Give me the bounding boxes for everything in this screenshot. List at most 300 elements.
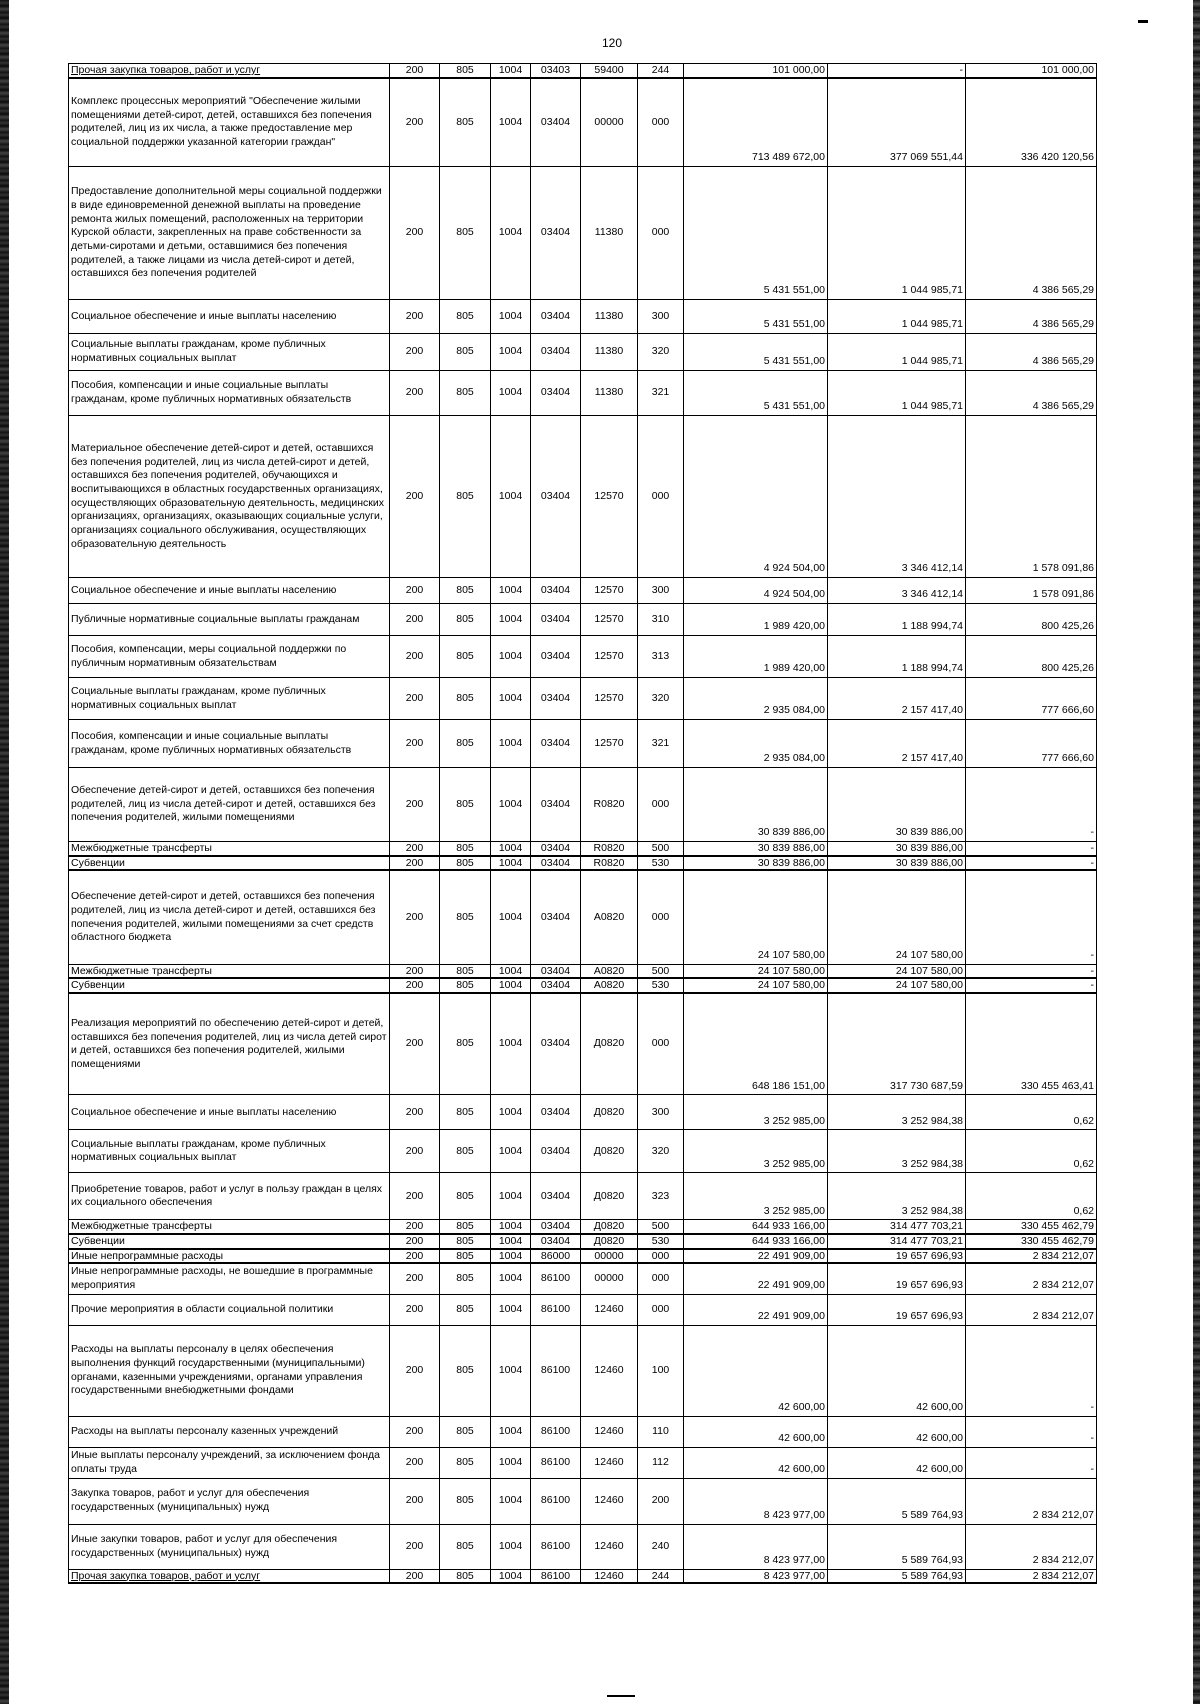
value-planned: 24 107 580,00 bbox=[684, 978, 828, 993]
code-expense-type: 244 bbox=[638, 1569, 684, 1583]
code-expense-type: 000 bbox=[638, 1263, 684, 1294]
code-section: 805 bbox=[440, 870, 491, 964]
page-number: 120 bbox=[601, 36, 623, 50]
code-subsection: 1004 bbox=[491, 1447, 531, 1478]
code-section: 805 bbox=[440, 1447, 491, 1478]
value-remaining: 101 000,00 bbox=[966, 64, 1097, 78]
value-remaining: 2 834 212,07 bbox=[966, 1478, 1097, 1524]
code-program: 03404 bbox=[531, 78, 581, 167]
code-ministry: 200 bbox=[390, 1095, 440, 1130]
value-remaining: - bbox=[966, 1447, 1097, 1478]
code-subsection: 1004 bbox=[491, 167, 531, 300]
code-ministry: 200 bbox=[390, 1220, 440, 1234]
code-direction: Д0820 bbox=[581, 1220, 638, 1234]
code-ministry: 200 bbox=[390, 78, 440, 167]
code-subsection: 1004 bbox=[491, 578, 531, 604]
value-executed: 19 657 696,93 bbox=[828, 1249, 966, 1264]
code-ministry: 200 bbox=[390, 1325, 440, 1416]
value-remaining: 800 425,26 bbox=[966, 604, 1097, 636]
row-name: Социальное обеспечение и иные выплаты населению bbox=[69, 578, 390, 604]
code-section: 805 bbox=[440, 1263, 491, 1294]
code-section: 805 bbox=[440, 1294, 491, 1325]
code-direction: 12460 bbox=[581, 1478, 638, 1524]
code-section: 805 bbox=[440, 1130, 491, 1173]
code-program: 03404 bbox=[531, 636, 581, 678]
value-planned: 5 431 551,00 bbox=[684, 334, 828, 371]
code-subsection: 1004 bbox=[491, 64, 531, 78]
row-name: Прочая закупка товаров, работ и услуг bbox=[69, 1569, 390, 1583]
scan-mark bbox=[607, 1695, 635, 1697]
value-planned: 2 935 084,00 bbox=[684, 678, 828, 720]
table-row bbox=[69, 870, 1097, 964]
code-ministry: 200 bbox=[390, 964, 440, 978]
value-executed: 314 477 703,21 bbox=[828, 1234, 966, 1249]
code-expense-type: 000 bbox=[638, 416, 684, 578]
code-program: 86100 bbox=[531, 1325, 581, 1416]
code-expense-type: 000 bbox=[638, 1249, 684, 1264]
code-subsection: 1004 bbox=[491, 1416, 531, 1447]
code-expense-type: 310 bbox=[638, 604, 684, 636]
code-expense-type: 000 bbox=[638, 870, 684, 964]
code-expense-type: 240 bbox=[638, 1524, 684, 1569]
code-expense-type: 313 bbox=[638, 636, 684, 678]
code-ministry: 200 bbox=[390, 1249, 440, 1264]
row-name: Социальное обеспечение и иные выплаты населению bbox=[69, 300, 390, 334]
code-ministry: 200 bbox=[390, 768, 440, 842]
code-subsection: 1004 bbox=[491, 1263, 531, 1294]
code-ministry: 200 bbox=[390, 993, 440, 1095]
code-expense-type: 530 bbox=[638, 856, 684, 871]
value-remaining: - bbox=[966, 964, 1097, 978]
code-section: 805 bbox=[440, 978, 491, 993]
code-direction: А0820 bbox=[581, 870, 638, 964]
code-subsection: 1004 bbox=[491, 856, 531, 871]
code-program: 03404 bbox=[531, 416, 581, 578]
value-executed: 30 839 886,00 bbox=[828, 768, 966, 842]
value-executed: 3 346 412,14 bbox=[828, 578, 966, 604]
value-planned: 3 252 985,00 bbox=[684, 1095, 828, 1130]
value-planned: 713 489 672,00 bbox=[684, 78, 828, 167]
code-ministry: 200 bbox=[390, 64, 440, 78]
code-expense-type: 530 bbox=[638, 1234, 684, 1249]
value-planned: 42 600,00 bbox=[684, 1447, 828, 1478]
code-direction: А0820 bbox=[581, 978, 638, 993]
code-ministry: 200 bbox=[390, 1173, 440, 1220]
row-name: Социальные выплаты гражданам, кроме публичных нормативных социальных выплат bbox=[69, 1130, 390, 1173]
code-section: 805 bbox=[440, 1325, 491, 1416]
row-name: Публичные нормативные социальные выплаты гражданам bbox=[69, 604, 390, 636]
value-planned: 30 839 886,00 bbox=[684, 768, 828, 842]
table-row bbox=[69, 167, 1097, 300]
code-section: 805 bbox=[440, 1478, 491, 1524]
value-executed: 24 107 580,00 bbox=[828, 870, 966, 964]
code-subsection: 1004 bbox=[491, 720, 531, 768]
code-section: 805 bbox=[440, 371, 491, 416]
code-expense-type: 530 bbox=[638, 978, 684, 993]
code-direction: 11380 bbox=[581, 334, 638, 371]
row-name: Социальные выплаты гражданам, кроме публичных нормативных социальных выплат bbox=[69, 334, 390, 371]
value-executed: 377 069 551,44 bbox=[828, 78, 966, 167]
value-executed: 24 107 580,00 bbox=[828, 978, 966, 993]
table-row bbox=[69, 720, 1097, 768]
code-program: 03404 bbox=[531, 856, 581, 871]
scan-mark bbox=[1138, 20, 1148, 23]
row-name: Комплекс процессных мероприятий "Обеспечение жилыми помещениями детей-сирот, детей, оставшихся без попечения родителей, лиц из их числа, а также предоставление мер социальной поддержки указанной категории граждан" bbox=[69, 78, 390, 167]
value-remaining: 1 578 091,86 bbox=[966, 416, 1097, 578]
code-subsection: 1004 bbox=[491, 1524, 531, 1569]
code-section: 805 bbox=[440, 167, 491, 300]
value-executed: 30 839 886,00 bbox=[828, 842, 966, 856]
code-direction: 12460 bbox=[581, 1325, 638, 1416]
code-section: 805 bbox=[440, 720, 491, 768]
value-planned: 30 839 886,00 bbox=[684, 842, 828, 856]
code-ministry: 200 bbox=[390, 870, 440, 964]
row-name: Субвенции bbox=[69, 1234, 390, 1249]
code-section: 805 bbox=[440, 578, 491, 604]
code-direction: 12570 bbox=[581, 720, 638, 768]
value-executed: 5 589 764,93 bbox=[828, 1524, 966, 1569]
code-ministry: 200 bbox=[390, 604, 440, 636]
code-section: 805 bbox=[440, 1234, 491, 1249]
value-remaining: 2 834 212,07 bbox=[966, 1249, 1097, 1264]
code-direction: 59400 bbox=[581, 64, 638, 78]
code-expense-type: 000 bbox=[638, 78, 684, 167]
code-expense-type: 320 bbox=[638, 334, 684, 371]
value-remaining: 1 578 091,86 bbox=[966, 578, 1097, 604]
table-row bbox=[69, 1416, 1097, 1447]
value-executed: 3 252 984,38 bbox=[828, 1173, 966, 1220]
value-planned: 30 839 886,00 bbox=[684, 856, 828, 871]
code-ministry: 200 bbox=[390, 1524, 440, 1569]
code-section: 805 bbox=[440, 1173, 491, 1220]
row-name: Расходы на выплаты персоналу казенных учреждений bbox=[69, 1416, 390, 1447]
code-direction: 11380 bbox=[581, 371, 638, 416]
code-expense-type: 321 bbox=[638, 720, 684, 768]
value-planned: 5 431 551,00 bbox=[684, 300, 828, 334]
value-planned: 5 431 551,00 bbox=[684, 167, 828, 300]
value-planned: 1 989 420,00 bbox=[684, 636, 828, 678]
table-row bbox=[69, 1478, 1097, 1524]
value-planned: 22 491 909,00 bbox=[684, 1249, 828, 1264]
code-subsection: 1004 bbox=[491, 1173, 531, 1220]
code-direction: 12460 bbox=[581, 1447, 638, 1478]
row-name: Расходы на выплаты персоналу в целях обеспечения выполнения функций государственными (муниципальными) органами, казенными учреждениями, органами управления государственными внебюджетными фондами bbox=[69, 1325, 390, 1416]
code-ministry: 200 bbox=[390, 1130, 440, 1173]
table-row bbox=[69, 1325, 1097, 1416]
code-program: 86100 bbox=[531, 1447, 581, 1478]
table-row bbox=[69, 678, 1097, 720]
code-program: 86100 bbox=[531, 1263, 581, 1294]
code-ministry: 200 bbox=[390, 1478, 440, 1524]
code-direction: 00000 bbox=[581, 78, 638, 167]
value-executed: 2 157 417,40 bbox=[828, 678, 966, 720]
code-ministry: 200 bbox=[390, 416, 440, 578]
value-executed: 42 600,00 bbox=[828, 1325, 966, 1416]
value-remaining: 0,62 bbox=[966, 1130, 1097, 1173]
code-program: 03404 bbox=[531, 334, 581, 371]
value-remaining: 4 386 565,29 bbox=[966, 167, 1097, 300]
value-remaining: 2 834 212,07 bbox=[966, 1294, 1097, 1325]
code-expense-type: 244 bbox=[638, 64, 684, 78]
value-remaining: 800 425,26 bbox=[966, 636, 1097, 678]
code-expense-type: 200 bbox=[638, 1478, 684, 1524]
code-direction: R0820 bbox=[581, 856, 638, 871]
table-row bbox=[69, 334, 1097, 371]
code-program: 03404 bbox=[531, 1173, 581, 1220]
code-expense-type: 320 bbox=[638, 678, 684, 720]
value-executed: 1 044 985,71 bbox=[828, 300, 966, 334]
code-expense-type: 110 bbox=[638, 1416, 684, 1447]
code-expense-type: 112 bbox=[638, 1447, 684, 1478]
value-planned: 22 491 909,00 bbox=[684, 1294, 828, 1325]
code-expense-type: 500 bbox=[638, 964, 684, 978]
table-row bbox=[69, 1173, 1097, 1220]
value-executed: 42 600,00 bbox=[828, 1416, 966, 1447]
value-executed: 1 044 985,71 bbox=[828, 371, 966, 416]
row-name: Субвенции bbox=[69, 856, 390, 871]
value-remaining: 0,62 bbox=[966, 1095, 1097, 1130]
code-program: 86100 bbox=[531, 1294, 581, 1325]
code-direction: 12570 bbox=[581, 416, 638, 578]
value-executed: 1 044 985,71 bbox=[828, 334, 966, 371]
value-executed: 3 346 412,14 bbox=[828, 416, 966, 578]
value-remaining: - bbox=[966, 842, 1097, 856]
value-executed: 1 044 985,71 bbox=[828, 167, 966, 300]
code-subsection: 1004 bbox=[491, 636, 531, 678]
code-direction: Д0820 bbox=[581, 993, 638, 1095]
code-program: 03404 bbox=[531, 578, 581, 604]
code-direction: R0820 bbox=[581, 768, 638, 842]
value-executed: 42 600,00 bbox=[828, 1447, 966, 1478]
value-executed: 5 589 764,93 bbox=[828, 1478, 966, 1524]
table-row bbox=[69, 64, 1097, 78]
value-remaining: 336 420 120,56 bbox=[966, 78, 1097, 167]
table-row bbox=[69, 1263, 1097, 1294]
row-name: Социальное обеспечение и иные выплаты населению bbox=[69, 1095, 390, 1130]
value-executed: 2 157 417,40 bbox=[828, 720, 966, 768]
code-subsection: 1004 bbox=[491, 993, 531, 1095]
row-name: Материальное обеспечение детей-сирот и детей, оставшихся без попечения родителей, лиц из числа детей-сирот и детей, оставшихся без попечения родителей, обучающихся и воспитывающихся в областных государственных организациях, осуществляющих образовательную деятельность, медицинских организациях, организациях, оказывающих социальные услуги, организациях социального обслуживания, осуществляющих образовательную деятельность bbox=[69, 416, 390, 578]
code-expense-type: 320 bbox=[638, 1130, 684, 1173]
code-ministry: 200 bbox=[390, 978, 440, 993]
code-subsection: 1004 bbox=[491, 1095, 531, 1130]
value-remaining: - bbox=[966, 870, 1097, 964]
code-subsection: 1004 bbox=[491, 678, 531, 720]
code-direction: 12570 bbox=[581, 578, 638, 604]
scan-edge-left bbox=[0, 0, 9, 1704]
code-direction: 12460 bbox=[581, 1294, 638, 1325]
code-program: 03404 bbox=[531, 1220, 581, 1234]
code-direction: 12460 bbox=[581, 1569, 638, 1583]
code-section: 805 bbox=[440, 334, 491, 371]
code-subsection: 1004 bbox=[491, 842, 531, 856]
code-expense-type: 100 bbox=[638, 1325, 684, 1416]
value-executed: 5 589 764,93 bbox=[828, 1569, 966, 1583]
value-planned: 644 933 166,00 bbox=[684, 1220, 828, 1234]
code-program: 86000 bbox=[531, 1249, 581, 1264]
row-name: Иные закупки товаров, работ и услуг для обеспечения государственных (муниципальных) нужд bbox=[69, 1524, 390, 1569]
code-ministry: 200 bbox=[390, 678, 440, 720]
value-remaining: 4 386 565,29 bbox=[966, 371, 1097, 416]
code-program: 03404 bbox=[531, 167, 581, 300]
row-name: Реализация мероприятий по обеспечению детей-сирот и детей, оставшихся без попечения родителей, лиц из числа детей сирот и детей, оставшихся без попечения родителей, жилыми помещениями bbox=[69, 993, 390, 1095]
code-direction: 12460 bbox=[581, 1416, 638, 1447]
code-direction: 11380 bbox=[581, 300, 638, 334]
code-subsection: 1004 bbox=[491, 1294, 531, 1325]
code-ministry: 200 bbox=[390, 1569, 440, 1583]
code-subsection: 1004 bbox=[491, 416, 531, 578]
table-row bbox=[69, 842, 1097, 856]
code-program: 03404 bbox=[531, 870, 581, 964]
value-executed: 314 477 703,21 bbox=[828, 1220, 966, 1234]
row-name: Пособия, компенсации, меры социальной поддержки по публичным нормативным обязательствам bbox=[69, 636, 390, 678]
value-remaining: - bbox=[966, 978, 1097, 993]
code-subsection: 1004 bbox=[491, 604, 531, 636]
code-direction: 11380 bbox=[581, 167, 638, 300]
value-executed: 1 188 994,74 bbox=[828, 636, 966, 678]
value-planned: 42 600,00 bbox=[684, 1325, 828, 1416]
code-program: 03404 bbox=[531, 964, 581, 978]
value-executed: 1 188 994,74 bbox=[828, 604, 966, 636]
code-section: 805 bbox=[440, 604, 491, 636]
value-remaining: 777 666,60 bbox=[966, 678, 1097, 720]
code-section: 805 bbox=[440, 636, 491, 678]
code-subsection: 1004 bbox=[491, 1249, 531, 1264]
row-name: Иные непрограммные расходы bbox=[69, 1249, 390, 1264]
value-planned: 644 933 166,00 bbox=[684, 1234, 828, 1249]
code-subsection: 1004 bbox=[491, 978, 531, 993]
code-ministry: 200 bbox=[390, 842, 440, 856]
code-subsection: 1004 bbox=[491, 1130, 531, 1173]
value-executed: 317 730 687,59 bbox=[828, 993, 966, 1095]
row-name: Приобретение товаров, работ и услуг в пользу граждан в целях их социального обеспечения bbox=[69, 1173, 390, 1220]
code-direction: Д0820 bbox=[581, 1234, 638, 1249]
code-ministry: 200 bbox=[390, 578, 440, 604]
code-ministry: 200 bbox=[390, 1447, 440, 1478]
code-expense-type: 000 bbox=[638, 1294, 684, 1325]
code-ministry: 200 bbox=[390, 1234, 440, 1249]
value-planned: 1 989 420,00 bbox=[684, 604, 828, 636]
code-program: 03404 bbox=[531, 720, 581, 768]
row-name: Иные непрограммные расходы, не вошедшие в программные мероприятия bbox=[69, 1263, 390, 1294]
code-subsection: 1004 bbox=[491, 1220, 531, 1234]
code-ministry: 200 bbox=[390, 636, 440, 678]
value-planned: 101 000,00 bbox=[684, 64, 828, 78]
code-subsection: 1004 bbox=[491, 1234, 531, 1249]
code-expense-type: 000 bbox=[638, 993, 684, 1095]
value-planned: 8 423 977,00 bbox=[684, 1569, 828, 1583]
code-program: 03404 bbox=[531, 1095, 581, 1130]
code-subsection: 1004 bbox=[491, 334, 531, 371]
value-remaining: 330 455 462,79 bbox=[966, 1234, 1097, 1249]
table-row bbox=[69, 964, 1097, 978]
code-subsection: 1004 bbox=[491, 768, 531, 842]
code-ministry: 200 bbox=[390, 300, 440, 334]
value-planned: 3 252 985,00 bbox=[684, 1130, 828, 1173]
code-ministry: 200 bbox=[390, 167, 440, 300]
code-program: 03404 bbox=[531, 371, 581, 416]
value-remaining: 330 455 462,79 bbox=[966, 1220, 1097, 1234]
row-name: Предоставление дополнительной меры социальной поддержки в виде единовременной денежной выплаты на проведение ремонта жилых помещений, расположенных на территории Курской области, закрепленных на праве собственности за детьми-сиротами и детьми, оставшимися без попечения родителей, а также лицами из числа детей-сирот и детей, оставшихся без попечения родителей bbox=[69, 167, 390, 300]
code-program: 03404 bbox=[531, 300, 581, 334]
code-subsection: 1004 bbox=[491, 300, 531, 334]
code-section: 805 bbox=[440, 993, 491, 1095]
code-subsection: 1004 bbox=[491, 371, 531, 416]
value-remaining: - bbox=[966, 1325, 1097, 1416]
code-section: 805 bbox=[440, 300, 491, 334]
value-executed: 3 252 984,38 bbox=[828, 1095, 966, 1130]
row-name: Межбюджетные трансферты bbox=[69, 1220, 390, 1234]
code-ministry: 200 bbox=[390, 1263, 440, 1294]
table-row bbox=[69, 1220, 1097, 1234]
value-executed: 19 657 696,93 bbox=[828, 1294, 966, 1325]
table-row bbox=[69, 636, 1097, 678]
value-planned: 4 924 504,00 bbox=[684, 416, 828, 578]
code-section: 805 bbox=[440, 1524, 491, 1569]
table-row bbox=[69, 78, 1097, 167]
value-remaining: 4 386 565,29 bbox=[966, 300, 1097, 334]
value-remaining: - bbox=[966, 1416, 1097, 1447]
code-expense-type: 300 bbox=[638, 578, 684, 604]
value-remaining: 2 834 212,07 bbox=[966, 1524, 1097, 1569]
value-planned: 648 186 151,00 bbox=[684, 993, 828, 1095]
code-subsection: 1004 bbox=[491, 1325, 531, 1416]
value-planned: 22 491 909,00 bbox=[684, 1263, 828, 1294]
code-program: 03404 bbox=[531, 768, 581, 842]
value-planned: 42 600,00 bbox=[684, 1416, 828, 1447]
table-row bbox=[69, 604, 1097, 636]
code-program: 03404 bbox=[531, 842, 581, 856]
value-planned: 2 935 084,00 bbox=[684, 720, 828, 768]
row-name: Обеспечение детей-сирот и детей, оставшихся без попечения родителей, лиц из числа детей-сирот и детей, оставшихся без попечения родителей, жилыми помещениями за счет средств областного бюджета bbox=[69, 870, 390, 964]
code-program: 03404 bbox=[531, 1130, 581, 1173]
row-name: Субвенции bbox=[69, 978, 390, 993]
value-remaining: 0,62 bbox=[966, 1173, 1097, 1220]
row-name: Закупка товаров, работ и услуг для обеспечения государственных (муниципальных) нужд bbox=[69, 1478, 390, 1524]
code-direction: 12570 bbox=[581, 604, 638, 636]
value-remaining: 2 834 212,07 bbox=[966, 1569, 1097, 1583]
value-executed: - bbox=[828, 64, 966, 78]
table-row bbox=[69, 978, 1097, 993]
code-direction: Д0820 bbox=[581, 1173, 638, 1220]
code-subsection: 1004 bbox=[491, 78, 531, 167]
code-ministry: 200 bbox=[390, 856, 440, 871]
row-name: Обеспечение детей-сирот и детей, оставшихся без попечения родителей, лиц из числа детей-сирот и детей, оставшихся без попечения родителей, жилыми помещениями bbox=[69, 768, 390, 842]
code-direction: R0820 bbox=[581, 842, 638, 856]
code-direction: 12460 bbox=[581, 1524, 638, 1569]
code-program: 03404 bbox=[531, 678, 581, 720]
code-subsection: 1004 bbox=[491, 870, 531, 964]
value-remaining: 2 834 212,07 bbox=[966, 1263, 1097, 1294]
value-executed: 3 252 984,38 bbox=[828, 1130, 966, 1173]
table-row bbox=[69, 371, 1097, 416]
table-row bbox=[69, 856, 1097, 871]
value-remaining: 4 386 565,29 bbox=[966, 334, 1097, 371]
scan-edge-right bbox=[1193, 0, 1200, 1704]
code-section: 805 bbox=[440, 78, 491, 167]
code-expense-type: 000 bbox=[638, 167, 684, 300]
table-row bbox=[69, 1447, 1097, 1478]
code-subsection: 1004 bbox=[491, 964, 531, 978]
row-name: Иные выплаты персоналу учреждений, за исключением фонда оплаты труда bbox=[69, 1447, 390, 1478]
code-direction: 12570 bbox=[581, 678, 638, 720]
code-ministry: 200 bbox=[390, 371, 440, 416]
code-section: 805 bbox=[440, 678, 491, 720]
value-remaining: - bbox=[966, 856, 1097, 871]
code-section: 805 bbox=[440, 964, 491, 978]
code-section: 805 bbox=[440, 64, 491, 78]
code-expense-type: 500 bbox=[638, 842, 684, 856]
